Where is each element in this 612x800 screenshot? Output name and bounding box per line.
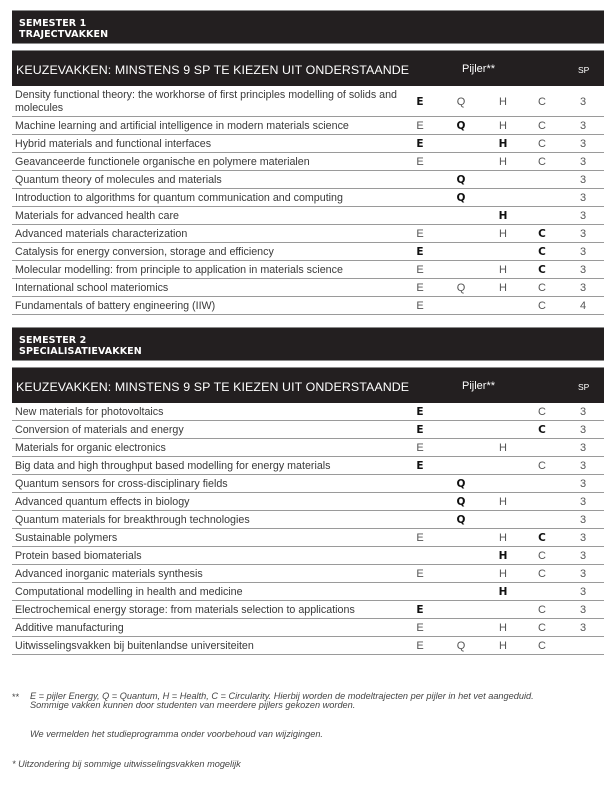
pillar-energy: E bbox=[416, 282, 424, 294]
pillar-circularity: C bbox=[538, 120, 546, 132]
study-points: 3 bbox=[579, 460, 587, 472]
pillar-energy: E bbox=[416, 640, 424, 652]
footnote-legend-line1: E = pijler Energy, Q = Quantum, H = Health, C = Circularity. Hierbij worden de modeltrajecten per pijler in het vet aangeduid. bbox=[30, 691, 534, 701]
pillar-energy: E bbox=[416, 568, 424, 580]
pillar-energy: E bbox=[416, 120, 424, 132]
pillar-energy: E bbox=[416, 460, 424, 472]
course-name: Molecular modelling: from principle to application in materials science bbox=[15, 264, 343, 276]
semester-1-banner bbox=[12, 10, 604, 44]
footnote-disclaimer: We vermelden het studieprogramma onder voorbehoud van wijzigingen. bbox=[30, 729, 323, 739]
pillar-health: H bbox=[498, 586, 508, 598]
pillar-circularity: C bbox=[538, 424, 546, 436]
study-points: 4 bbox=[579, 300, 587, 312]
header-sp: SP bbox=[578, 65, 590, 75]
pillar-energy: E bbox=[416, 228, 424, 240]
table-row bbox=[12, 243, 604, 261]
study-points: 3 bbox=[579, 228, 587, 240]
pillar-energy: E bbox=[416, 138, 424, 150]
course-name: International school materiomics bbox=[15, 282, 169, 294]
pillar-quantum: Q bbox=[456, 640, 466, 652]
pillar-health: H bbox=[499, 264, 507, 276]
pillar-health: H bbox=[499, 282, 507, 294]
semester-1-title: SEMESTER 1 bbox=[19, 18, 87, 29]
pillar-quantum: Q bbox=[456, 120, 466, 132]
table-row bbox=[12, 511, 604, 529]
table-row bbox=[12, 421, 604, 439]
table-row bbox=[12, 547, 604, 565]
table-row bbox=[12, 637, 604, 655]
table-row bbox=[12, 261, 604, 279]
study-points: 3 bbox=[579, 622, 587, 634]
course-name: Quantum theory of molecules and materials bbox=[15, 174, 222, 186]
table-row bbox=[12, 225, 604, 243]
pillar-quantum: Q bbox=[456, 174, 466, 186]
pillar-quantum: Q bbox=[456, 514, 466, 526]
study-points: 3 bbox=[579, 406, 587, 418]
study-points: 3 bbox=[579, 586, 587, 598]
semester-2-title: SEMESTER 2 bbox=[19, 335, 87, 346]
table-row bbox=[12, 403, 604, 421]
course-name: Advanced materials characterization bbox=[15, 228, 188, 240]
table-row bbox=[12, 529, 604, 547]
course-name: Protein based biomaterials bbox=[15, 550, 142, 562]
pillar-circularity: C bbox=[538, 640, 546, 652]
study-points: 3 bbox=[579, 282, 587, 294]
study-points: 3 bbox=[579, 192, 587, 204]
pillar-energy: E bbox=[416, 424, 424, 436]
study-points: 3 bbox=[579, 156, 587, 168]
course-name: Introduction to algorithms for quantum communication and computing bbox=[15, 192, 343, 204]
table-row bbox=[12, 619, 604, 637]
table-row bbox=[12, 475, 604, 493]
course-name: New materials for photovoltaics bbox=[15, 406, 164, 418]
study-points: 3 bbox=[579, 604, 587, 616]
semester-1-table-body bbox=[12, 86, 604, 315]
table-row bbox=[12, 153, 604, 171]
header-pijler: Pijler** bbox=[462, 380, 496, 392]
pillar-health: H bbox=[499, 532, 507, 544]
course-name: Catalysis for energy conversion, storage and efficiency bbox=[15, 246, 274, 258]
header-title: KEUZEVAKKEN: MINSTENS 9 SP TE KIEZEN UIT ONDERSTAANDE bbox=[16, 63, 410, 77]
pillar-health: H bbox=[499, 120, 507, 132]
pillar-circularity: C bbox=[538, 622, 546, 634]
course-name: Additive manufacturing bbox=[15, 622, 124, 634]
study-points: 3 bbox=[579, 442, 587, 454]
pillar-energy: E bbox=[416, 532, 424, 544]
table-row bbox=[12, 86, 604, 117]
pillar-circularity: C bbox=[538, 550, 546, 562]
pillar-quantum: Q bbox=[456, 496, 466, 508]
pillar-health: H bbox=[499, 156, 507, 168]
study-points: 3 bbox=[579, 424, 587, 436]
pillar-energy: E bbox=[416, 96, 424, 108]
course-name: Density functional theory: the workhorse of first principles modelling of solids and molecules bbox=[15, 89, 397, 114]
pillar-health: H bbox=[499, 622, 507, 634]
pillar-health: H bbox=[499, 228, 507, 240]
study-points: 3 bbox=[579, 550, 587, 562]
course-name: Big data and high throughput based modelling for energy materials bbox=[15, 460, 331, 472]
study-points: 3 bbox=[579, 246, 587, 258]
pillar-circularity: C bbox=[538, 282, 546, 294]
table-row bbox=[12, 439, 604, 457]
course-name: Sustainable polymers bbox=[15, 532, 118, 544]
pillar-quantum: Q bbox=[456, 96, 466, 108]
course-name: Fundamentals of battery engineering (IIW) bbox=[15, 300, 216, 312]
pillar-quantum: Q bbox=[456, 478, 466, 490]
pillar-health: H bbox=[498, 138, 508, 150]
pillar-energy: E bbox=[416, 246, 424, 258]
pillar-health: H bbox=[499, 442, 507, 454]
course-name: Machine learning and artificial intelligence in modern materials science bbox=[15, 120, 349, 132]
pillar-circularity: C bbox=[538, 246, 546, 258]
pillar-energy: E bbox=[416, 442, 424, 454]
course-name: Computational modelling in health and medicine bbox=[15, 586, 243, 598]
course-name: Materials for organic electronics bbox=[15, 442, 166, 454]
semester-2-table-body bbox=[12, 403, 604, 655]
semester-2-banner bbox=[12, 327, 604, 361]
pillar-circularity: C bbox=[538, 156, 546, 168]
pillar-health: H bbox=[499, 496, 507, 508]
pillar-health: H bbox=[499, 96, 507, 108]
course-name: Advanced inorganic materials synthesis bbox=[15, 568, 203, 580]
pillar-circularity: C bbox=[538, 96, 546, 108]
study-points: 3 bbox=[579, 138, 587, 150]
study-points: 3 bbox=[579, 496, 587, 508]
study-points: 3 bbox=[579, 568, 587, 580]
study-points: 3 bbox=[579, 210, 587, 222]
table-row bbox=[12, 207, 604, 225]
footnote-legend-line2: Sommige vakken kunnen door studenten van meerdere pijlers gekozen worden. bbox=[30, 699, 356, 710]
pillar-circularity: C bbox=[538, 406, 546, 418]
pillar-health: H bbox=[498, 210, 508, 222]
footnote-mark: ** bbox=[12, 692, 20, 702]
semester-1-table-header bbox=[12, 50, 604, 86]
pillar-energy: E bbox=[416, 622, 424, 634]
study-points: 3 bbox=[579, 174, 587, 186]
table-row bbox=[12, 297, 604, 315]
pillar-circularity: C bbox=[538, 532, 546, 544]
pillar-circularity: C bbox=[538, 460, 546, 472]
pillar-energy: E bbox=[416, 604, 424, 616]
table-row bbox=[12, 493, 604, 511]
semester-2-subtitle: SPECIALISATIEVAKKEN bbox=[19, 346, 142, 357]
course-name: Quantum sensors for cross-disciplinary fields bbox=[15, 478, 228, 490]
semester-2-table-header bbox=[12, 367, 604, 403]
footnote-exception: * Uitzondering bij sommige uitwisselingsvakken mogelijk bbox=[12, 759, 241, 769]
pillar-health: H bbox=[499, 640, 507, 652]
semester-1-subtitle: TRAJECTVAKKEN bbox=[19, 29, 109, 40]
course-name: Uitwisselingsvakken bij buitenlandse universiteiten bbox=[15, 640, 254, 652]
pillar-energy: E bbox=[416, 300, 424, 312]
pillar-circularity: C bbox=[538, 264, 546, 276]
table-row bbox=[12, 117, 604, 135]
header-pijler: Pijler** bbox=[462, 63, 496, 75]
pillar-quantum: Q bbox=[456, 282, 466, 294]
pillar-energy: E bbox=[416, 406, 424, 418]
course-name: Hybrid materials and functional interfaces bbox=[15, 138, 212, 150]
table-row bbox=[12, 601, 604, 619]
study-points: 3 bbox=[579, 120, 587, 132]
pillar-energy: E bbox=[416, 156, 424, 168]
header-sp: SP bbox=[578, 382, 590, 392]
header-title: KEUZEVAKKEN: MINSTENS 9 SP TE KIEZEN UIT ONDERSTAANDE bbox=[16, 380, 410, 394]
table-row bbox=[12, 565, 604, 583]
table-row bbox=[12, 279, 604, 297]
table-row bbox=[12, 457, 604, 475]
course-name: Materials for advanced health care bbox=[15, 210, 179, 222]
table-row bbox=[12, 583, 604, 601]
table-row bbox=[12, 189, 604, 207]
pillar-health: H bbox=[499, 568, 507, 580]
course-name: Electrochemical energy storage: from materials selection to applications bbox=[15, 604, 355, 616]
pillar-circularity: C bbox=[538, 138, 546, 150]
pillar-circularity: C bbox=[538, 300, 546, 312]
course-name: Quantum materials for breakthrough technologies bbox=[15, 514, 250, 526]
study-points: 3 bbox=[579, 264, 587, 276]
course-name: Geavanceerde functionele organische en polymere materialen bbox=[15, 156, 310, 168]
table-row bbox=[12, 171, 604, 189]
pillar-quantum: Q bbox=[456, 192, 466, 204]
semester-2-section bbox=[12, 327, 604, 655]
study-points: 3 bbox=[579, 478, 587, 490]
table-row bbox=[12, 135, 604, 153]
study-points: 3 bbox=[579, 96, 587, 108]
pillar-health: H bbox=[498, 550, 508, 562]
study-points: 3 bbox=[579, 532, 587, 544]
pillar-energy: E bbox=[416, 264, 424, 276]
semester-1-section bbox=[12, 10, 604, 315]
pillar-circularity: C bbox=[538, 228, 546, 240]
study-points: 3 bbox=[579, 514, 587, 526]
pillar-circularity: C bbox=[538, 568, 546, 580]
pillar-circularity: C bbox=[538, 604, 546, 616]
course-name: Conversion of materials and energy bbox=[15, 424, 184, 436]
course-name: Advanced quantum effects in biology bbox=[15, 496, 190, 508]
